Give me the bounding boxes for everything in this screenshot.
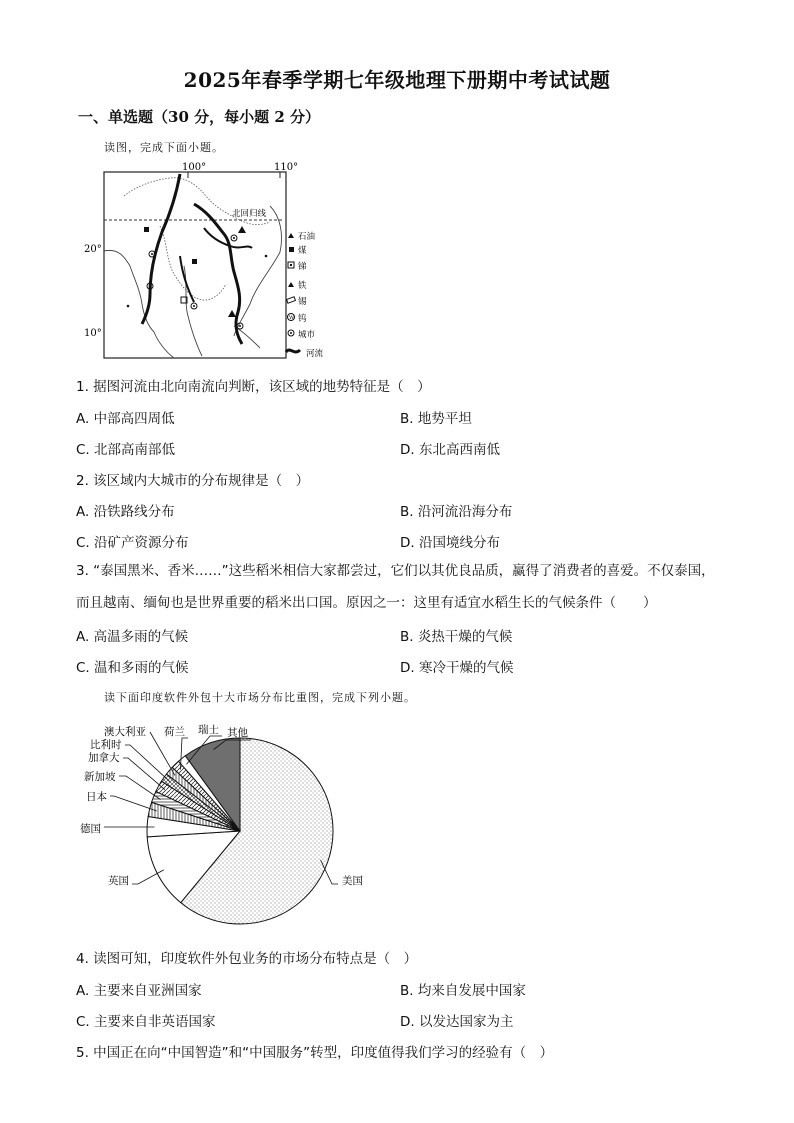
q3-option-c[interactable]: C. 温和多雨的气候 xyxy=(76,660,189,676)
q4-option-a[interactable]: A. 主要来自亚洲国家 xyxy=(76,983,202,999)
southeast-asia-map xyxy=(84,156,344,364)
page-title: 2025年春季学期七年级地理下册期中考试试题 xyxy=(183,68,611,92)
pie-label-加拿大: 加拿大 xyxy=(88,752,120,764)
river-irrawaddy xyxy=(142,174,180,324)
lat-label-10: 10° xyxy=(84,328,102,339)
lon-label-100: 100° xyxy=(182,162,207,173)
q2-option-d[interactable]: D. 沿国境线分布 xyxy=(400,535,500,551)
legend-tungsten: 钨 xyxy=(298,314,307,324)
q2-option-a[interactable]: A. 沿铁路线分布 xyxy=(76,504,175,520)
question-3-stem: 3. “泰国黑米、香米……”这些稻米相信大家都尝过，它们以其优良品质，赢得了消费者的喜爱。不仅泰国，而且越南、缅甸也是世界重要的稻米出口国。原因之一：这里有适宜水稻生长的气候条件（ ） xyxy=(76,563,715,611)
question-4-stem: 4. 读图可知，印度软件外包业务的市场分布特点是（ ） xyxy=(76,951,418,967)
pie-intro: 读下面印度软件外包十大市场分布比重图，完成下列小题。 xyxy=(104,691,416,704)
pie-label-瑞士: 瑞士 xyxy=(198,724,219,736)
question-2-stem: 2. 该区域内大城市的分布规律是（ ） xyxy=(76,473,310,489)
legend-tin: 锡 xyxy=(298,297,307,307)
coal-symbol xyxy=(144,227,149,232)
q1-option-b[interactable]: B. 地势平坦 xyxy=(400,411,472,427)
pie-leader-比利时 xyxy=(125,745,170,782)
q3-option-a[interactable]: A. 高温多雨的气候 xyxy=(76,629,189,645)
q4-option-c[interactable]: C. 主要来自非英语国家 xyxy=(76,1014,216,1030)
svg-text:W: W xyxy=(289,315,295,321)
section-heading: 一、单选题（30 分，每小题 2 分） xyxy=(78,108,320,126)
pie-label-新加坡: 新加坡 xyxy=(84,771,116,783)
q1-option-a[interactable]: A. 中部高四周低 xyxy=(76,411,175,427)
legend-river: 河流 xyxy=(306,349,324,359)
pie-label-日本: 日本 xyxy=(86,791,107,803)
q2-option-b[interactable]: B. 沿河流沿海分布 xyxy=(400,504,513,520)
lon-label-110: 110° xyxy=(274,162,299,173)
q1-option-d[interactable]: D. 东北高西南低 xyxy=(400,442,500,458)
question-5-stem: 5. 中国正在向“中国智造”和“中国服务”转型，印度值得我们学习的经验有（ ） xyxy=(76,1045,554,1061)
legend-antimony: 锑 xyxy=(298,262,307,272)
river-mekong xyxy=(194,204,242,344)
legend-iron: 铁 xyxy=(298,281,307,291)
pie-label-德国: 德国 xyxy=(80,823,101,835)
legend-city: 城市 xyxy=(298,330,316,340)
question-1-stem: 1. 据图河流由北向南流向判断，该区域的地势特征是（ ） xyxy=(76,379,431,395)
q4-option-d[interactable]: D. 以发达国家为主 xyxy=(400,1014,514,1030)
lat-label-20: 20° xyxy=(84,244,102,255)
pie-label-英国: 英国 xyxy=(108,875,129,887)
map-intro: 读图，完成下面小题。 xyxy=(104,141,224,154)
q1-option-c[interactable]: C. 北部高南部低 xyxy=(76,442,176,458)
q3-option-d[interactable]: D. 寒冷干燥的气候 xyxy=(400,660,514,676)
pie-leader-澳大利亚 xyxy=(150,732,175,775)
legend-coal: 煤 xyxy=(298,246,307,256)
pie-label-澳大利亚: 澳大利亚 xyxy=(104,726,146,738)
pie-label-荷兰: 荷兰 xyxy=(164,726,185,738)
pie-label-美国: 美国 xyxy=(342,875,363,887)
pie-label-其他: 其他 xyxy=(227,727,248,739)
pie-chart xyxy=(70,714,380,940)
coastline xyxy=(104,250,174,358)
river-chao-phraya xyxy=(180,256,194,302)
oil-symbol xyxy=(238,226,246,233)
coal-symbol xyxy=(192,259,197,264)
q2-option-c[interactable]: C. 沿矿产资源分布 xyxy=(76,535,189,551)
q3-option-b[interactable]: B. 炎热干燥的气候 xyxy=(400,629,513,645)
iron-symbol xyxy=(228,310,236,317)
legend-oil: 石油 xyxy=(298,232,316,242)
tropic-label: 北回归线 xyxy=(232,209,267,219)
map-legend xyxy=(286,231,324,359)
q4-option-b[interactable]: B. 均来自发展中国家 xyxy=(400,983,526,999)
pie-leader-日本 xyxy=(110,796,157,811)
pie-label-比利时: 比利时 xyxy=(90,739,122,751)
